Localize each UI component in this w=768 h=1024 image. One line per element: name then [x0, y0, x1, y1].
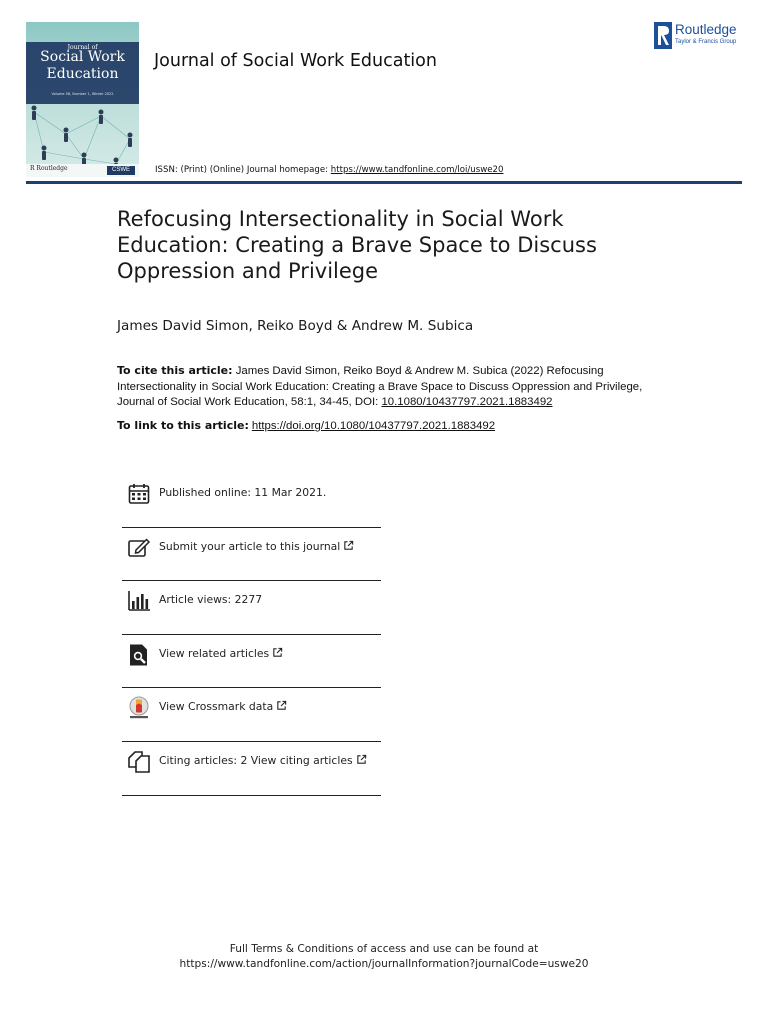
- bar-chart-icon: [127, 589, 151, 613]
- journal-homepage-link[interactable]: https://www.tandfonline.com/loi/uswe20: [330, 165, 504, 175]
- external-link-icon: [343, 540, 354, 551]
- published-online-row: [122, 474, 381, 528]
- cover-publisher-mark: R Routledge: [30, 165, 68, 172]
- journal-name: Journal of Social Work Education: [154, 51, 437, 71]
- citing-icon: [127, 750, 151, 774]
- crossmark-icon: [127, 696, 151, 720]
- cswe-logo: CSWE: [107, 166, 135, 175]
- article-link-line: [117, 418, 495, 432]
- article-title: Refocusing Intersectionality in Social Work Education: Creating a Brave Space to Discuss Oppression and Privilege: [117, 207, 597, 283]
- related-search-icon: [127, 643, 151, 667]
- article-views-text: Article views: 2277: [159, 593, 263, 607]
- external-link-icon: [272, 647, 283, 658]
- cite-label: To cite this article:: [117, 364, 233, 377]
- publisher-name: Routledge: [675, 22, 737, 37]
- routledge-logo[interactable]: [654, 22, 749, 50]
- terms-url[interactable]: https://www.tandfonline.com/action/journalInformation?journalCode=uswe20: [179, 958, 589, 970]
- header-divider: [26, 181, 742, 184]
- article-info-list: [122, 474, 381, 796]
- article-authors: James David Simon, Reiko Boyd & Andrew M. Subica: [117, 318, 474, 334]
- crossmark-link[interactable]: View Crossmark data: [159, 700, 274, 714]
- routledge-r-icon: [654, 22, 672, 49]
- cite-doi-link[interactable]: 10.1080/10437797.2021.1883492: [381, 396, 553, 408]
- terms-line: Full Terms & Conditions of access and use can be found at: [229, 943, 539, 955]
- journal-cover-image: [26, 22, 139, 177]
- terms-footer: [0, 942, 768, 972]
- cover-footer: [26, 164, 139, 177]
- edit-icon: [127, 536, 151, 560]
- external-link-icon: [356, 754, 367, 765]
- crossmark-row[interactable]: [122, 688, 381, 742]
- citing-articles-row[interactable]: [122, 742, 381, 796]
- cover-title: Social Work Education: [40, 49, 125, 82]
- citation-block: [117, 363, 647, 411]
- article-doi-link[interactable]: https://doi.org/10.1080/10437797.2021.1883492: [251, 420, 496, 432]
- calendar-icon: [127, 482, 151, 506]
- citing-articles-link[interactable]: Citing articles: 2 View citing articles: [159, 753, 353, 767]
- cite-text: James David Simon, Reiko Boyd & Andrew M. Subica (2022) Refocusing Intersectionality in Social Work Education: Creating a Brave Space to Discuss Oppression and Privilege, Journal of Social Work Education, 58:1, 34-45, DOI:: [117, 365, 643, 408]
- cover-volume-text: Volume 58, Number 1, Winter 2022: [51, 92, 114, 96]
- published-online-text: Published online: 11 Mar 2021.: [159, 486, 327, 499]
- submit-article-row[interactable]: [122, 528, 381, 582]
- cover-top-text: Journal of: [67, 44, 98, 51]
- external-link-icon: [276, 700, 287, 711]
- article-views-row: [122, 581, 381, 635]
- issn-line: ISSN: (Print) (Online) Journal homepage: https://www.tandfonline.com/loi/uswe20: [155, 165, 504, 175]
- related-articles-link[interactable]: View related articles: [159, 646, 270, 660]
- submit-article-link[interactable]: Submit your article to this journal: [159, 539, 341, 553]
- publisher-group: Taylor & Francis Group: [675, 39, 737, 45]
- related-articles-row[interactable]: [122, 635, 381, 689]
- link-label: To link to this article:: [117, 419, 249, 432]
